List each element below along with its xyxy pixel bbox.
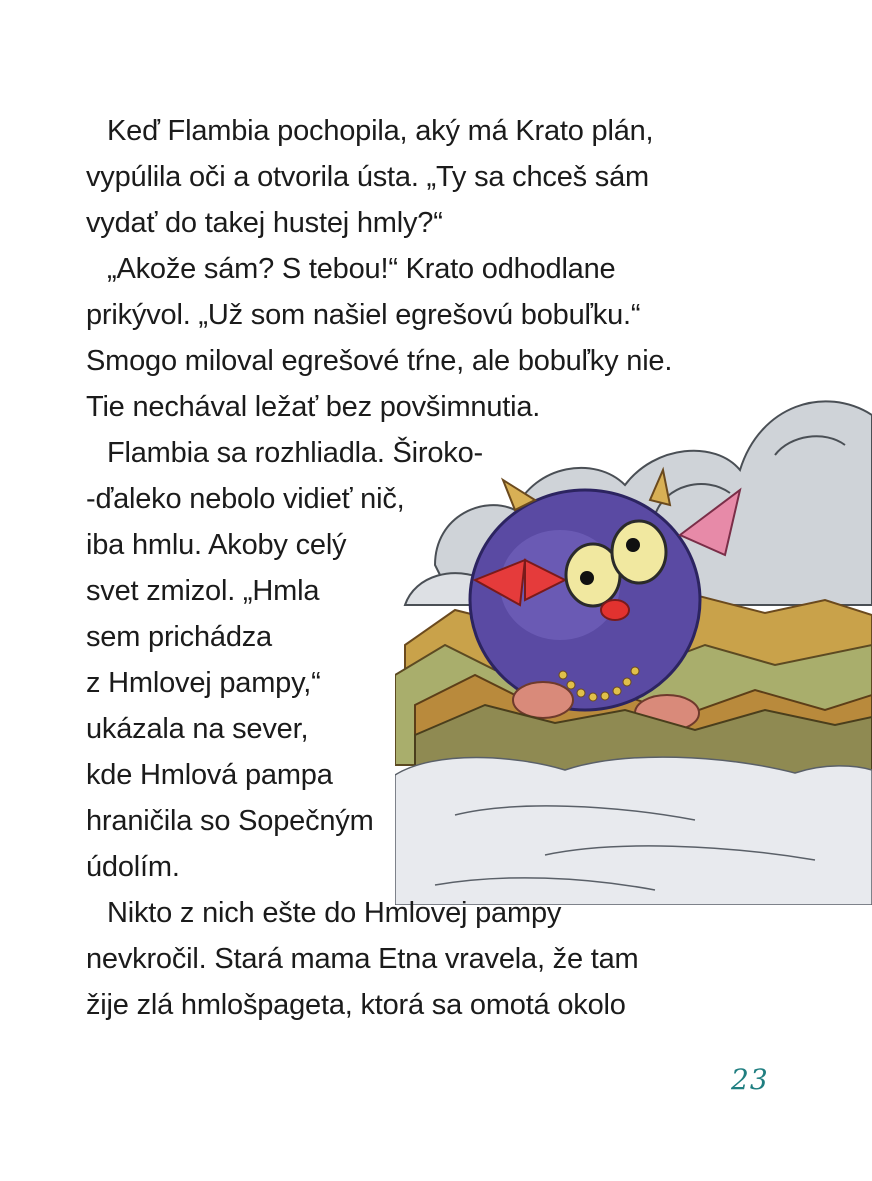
text-line: hraničila so Sopečným xyxy=(86,805,374,837)
text-line: Keď Flambia pochopila, aký má Krato plán, xyxy=(107,115,654,147)
text-line: z Hmlovej pampy,“ xyxy=(86,667,321,699)
text-line: nevkročil. Stará mama Etna vravela, že tam xyxy=(86,943,639,975)
text-line: sem prichádza xyxy=(86,621,272,653)
text-line: svet zmizol. „Hmla xyxy=(86,575,320,607)
page-number: 23 xyxy=(731,1063,769,1096)
text-line: ukázala na sever, xyxy=(86,713,309,745)
text-line: iba hmlu. Akoby celý xyxy=(86,529,347,561)
text-line: „Akože sám? S tebou!“ Krato odhodlane xyxy=(107,253,616,285)
text-line: vydať do takej hustej hmly?“ xyxy=(86,207,443,239)
text-line: -ďaleko nebolo vidieť nič, xyxy=(86,483,405,515)
text-line: vypúlila oči a otvorila ústa. „Ty sa chceš sám xyxy=(86,161,649,193)
text-line: Tie nechával ležať bez povšimnutia. xyxy=(86,391,541,423)
text-line: Flambia sa rozhliadla. Široko- xyxy=(107,437,483,469)
text-line: kde Hmlová pampa xyxy=(86,759,333,791)
text-line: Smogo miloval egrešové tŕne, ale bobuľky nie. xyxy=(86,345,673,377)
text-line: prikývol. „Už som našiel egrešovú bobuľku.“ xyxy=(86,299,641,331)
foreground-fog xyxy=(395,757,872,905)
text-line: údolím. xyxy=(86,851,180,883)
text-line: Nikto z nich ešte do Hmlovej pampy xyxy=(107,897,562,929)
text-line: žije zlá hmlošpageta, ktorá sa omotá okolo xyxy=(86,989,626,1021)
